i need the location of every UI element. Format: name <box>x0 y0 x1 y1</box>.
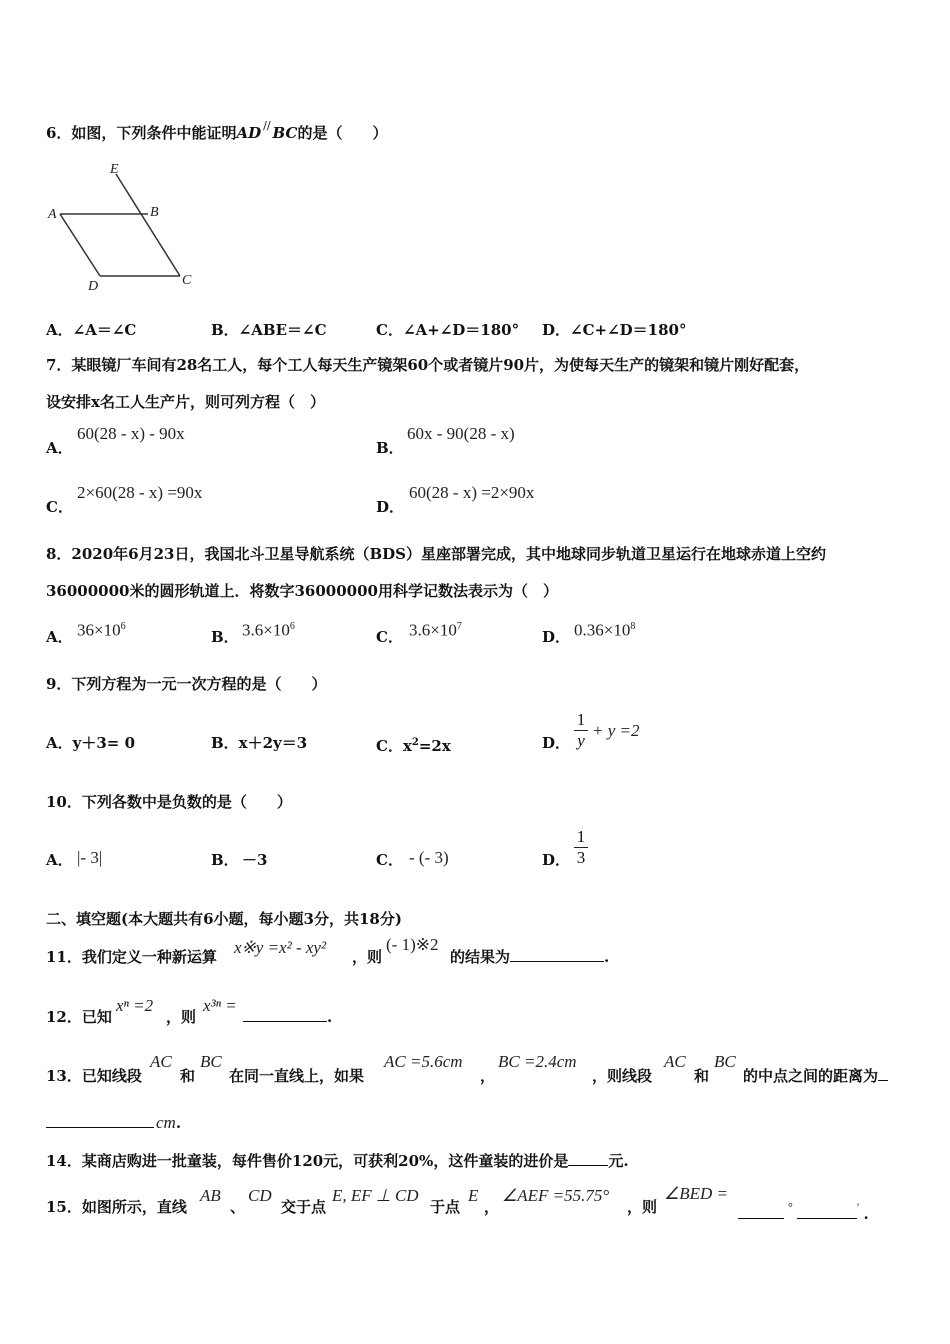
q6-option-b[interactable]: B．∠ABE＝∠C <box>211 321 327 339</box>
q11-definition: x※y =x² - xy² <box>234 938 327 957</box>
q15-mid3: ，则 <box>627 1198 658 1216</box>
q7-option-d-expr: 60(28 - x) =2×90x <box>409 483 535 502</box>
q9-stem: 9．下列方程为一元一次方程的是（ ） <box>46 675 327 693</box>
q10-option-d-fraction: 1 3 <box>574 828 588 867</box>
q12-condition: xⁿ =2 <box>116 996 154 1015</box>
q13-ac: AC <box>150 1052 172 1071</box>
q13-mid: 在同一直线上，如果 <box>229 1067 365 1085</box>
q6-option-c[interactable]: C．∠A+∠D＝180° <box>376 321 520 339</box>
q10-stem: 10．下列各数中是负数的是（ ） <box>46 793 292 811</box>
q15-angle: ∠AEF =55.75° <box>502 1186 610 1205</box>
q13-line2: cm. <box>46 1113 181 1133</box>
q8-option-c-label[interactable]: C． <box>376 628 403 646</box>
q15-pre: 15．如图所示，直线 <box>46 1198 187 1216</box>
q13-mid2: ，则线段 <box>592 1067 653 1085</box>
q15-mid1: 交于点 <box>281 1198 327 1216</box>
q15-comma: ， <box>484 1198 500 1216</box>
section-2-heading: 二、填空题(本大题共有6小题，每小题3分，共18分) <box>46 910 402 928</box>
q6-bc: BC <box>272 124 298 142</box>
q11-argument: (- 1)※2 <box>386 935 439 954</box>
q9-option-d-fraction: 1 y <box>574 711 588 750</box>
q15-sep: 、 <box>230 1198 246 1216</box>
q8-option-b-label[interactable]: B． <box>211 628 239 646</box>
q15-e: E <box>468 1186 479 1205</box>
q8-option-d-label[interactable]: D． <box>542 628 571 646</box>
q13-eq1: AC =5.6cm <box>384 1052 463 1071</box>
q11-post: 的结果为 . <box>450 948 610 966</box>
q8-option-d-expr: $0.36\times 10^8$ <box>574 620 636 640</box>
q7-option-a-label[interactable]: A． <box>46 439 73 457</box>
q11-answer-blank[interactable] <box>510 947 604 962</box>
q13-and: 和 <box>180 1067 196 1085</box>
q7-line1: 7．某眼镜厂车间有28名工人，每个工人每天生产镜架60个或者镜片90片，为使每天生产的镜架和镜片刚好配套， <box>46 356 810 374</box>
q13-eq2: BC =2.4cm <box>498 1052 577 1071</box>
q13-bc2: BC <box>714 1052 736 1071</box>
q7-option-b-expr: 60x - 90(28 - x) <box>407 424 515 443</box>
q15-minute-blank[interactable] <box>797 1204 857 1219</box>
label-b: B <box>150 205 159 220</box>
q6-parallel-symbol: // <box>263 119 271 132</box>
q15-condition: E, EF ⊥ CD <box>332 1186 419 1205</box>
q15-mid2: 于点 <box>430 1198 461 1216</box>
q7-option-b-label[interactable]: B． <box>376 439 404 457</box>
q6-option-d[interactable]: D．∠C+∠D＝180° <box>542 321 687 339</box>
label-a: A <box>48 207 57 222</box>
label-e: E <box>110 162 119 177</box>
q6-option-a[interactable]: A．∠A＝∠C <box>46 321 137 339</box>
q9-option-d-label[interactable]: D． <box>542 734 571 752</box>
q8-option-a-expr: $36\times 10^6$ <box>77 620 126 640</box>
q8-option-b-expr: $3.6\times 10^6$ <box>242 620 295 640</box>
q15-cd: CD <box>248 1186 272 1205</box>
q15-ab: AB <box>200 1186 221 1205</box>
q12-tail: . <box>243 1007 332 1027</box>
q10-option-a-expr: |- 3| <box>77 848 103 867</box>
q6-ad: AD <box>236 124 262 142</box>
q13-pre: 13．已知线段 <box>46 1067 142 1085</box>
q10-option-c-expr: - (- 3) <box>409 848 449 867</box>
q7-line2: 设安排x名工人生产片，则可列方程（ ） <box>46 393 325 411</box>
q12-ask: x³ⁿ = <box>203 996 237 1015</box>
q13-comma: ， <box>480 1067 496 1085</box>
q13-ac2: AC <box>664 1052 686 1071</box>
q7-option-a-expr: 60(28 - x) - 90x <box>77 424 185 443</box>
q7-option-c-expr: 2×60(28 - x) =90x <box>77 483 203 502</box>
q10-option-a-label[interactable]: A． <box>46 851 73 869</box>
q11-pre: 11．我们定义一种新运算 <box>46 948 217 966</box>
q8-line2: 36000000米的圆形轨道上．将数字36000000用科学记数法表示为（ ） <box>46 582 558 600</box>
q6-stem: 6．如图，下列条件中能证明AD // BC的是（ ） <box>46 119 388 142</box>
q11-mid: ，则 <box>352 948 383 966</box>
q15-degree-blank[interactable] <box>738 1204 784 1219</box>
q12-pre: 12．已知 <box>46 1008 112 1026</box>
q13-answer-blank[interactable] <box>46 1113 154 1128</box>
q9-option-c[interactable]: C．$x^2=2x$ <box>376 737 451 755</box>
q7-option-c-label[interactable]: C． <box>46 498 73 516</box>
q9-option-a[interactable]: A．y＋3= 0 <box>46 734 136 752</box>
q13-bc: BC <box>200 1052 222 1071</box>
label-c: C <box>182 273 192 288</box>
q12-answer-blank[interactable] <box>243 1007 327 1022</box>
q8-line1: 8．2020年6月23日，我国北斗卫星导航系统（BDS）星座部署完成，其中地球同步轨道卫星运行在地球赤道上空约 <box>46 545 827 563</box>
q8-option-a-label[interactable]: A． <box>46 628 73 646</box>
q15-ask: ∠BED = <box>664 1184 729 1203</box>
q7-option-d-label[interactable]: D． <box>376 498 405 516</box>
q14-text: 14．某商店购进一批童装，每件售价120元，可获利20%，这件童装的进价是 元. <box>46 1152 629 1170</box>
q15-blanks: ° ′ . <box>738 1197 869 1224</box>
q9-option-d-rest: + y =2 <box>592 721 640 740</box>
q10-option-c-label[interactable]: C． <box>376 851 403 869</box>
q8-option-c-expr: $3.6\times 10^7$ <box>409 620 462 640</box>
label-d: D <box>88 279 99 294</box>
line-ad <box>60 214 100 276</box>
q13-tail: 的中点之间的距离为 <box>743 1066 888 1086</box>
q10-option-d-label[interactable]: D． <box>542 851 571 869</box>
line-ae-b-extension <box>116 174 180 276</box>
q6-figure <box>44 156 204 296</box>
q12-mid: ，则 <box>166 1008 197 1026</box>
q10-option-b-label[interactable]: B． <box>211 851 239 869</box>
q13-and2: 和 <box>694 1067 710 1085</box>
q10-option-b-expr: －3 <box>242 851 268 869</box>
q14-answer-blank[interactable] <box>568 1151 608 1166</box>
q9-option-b[interactable]: B．x＋2y＝3 <box>211 734 308 752</box>
